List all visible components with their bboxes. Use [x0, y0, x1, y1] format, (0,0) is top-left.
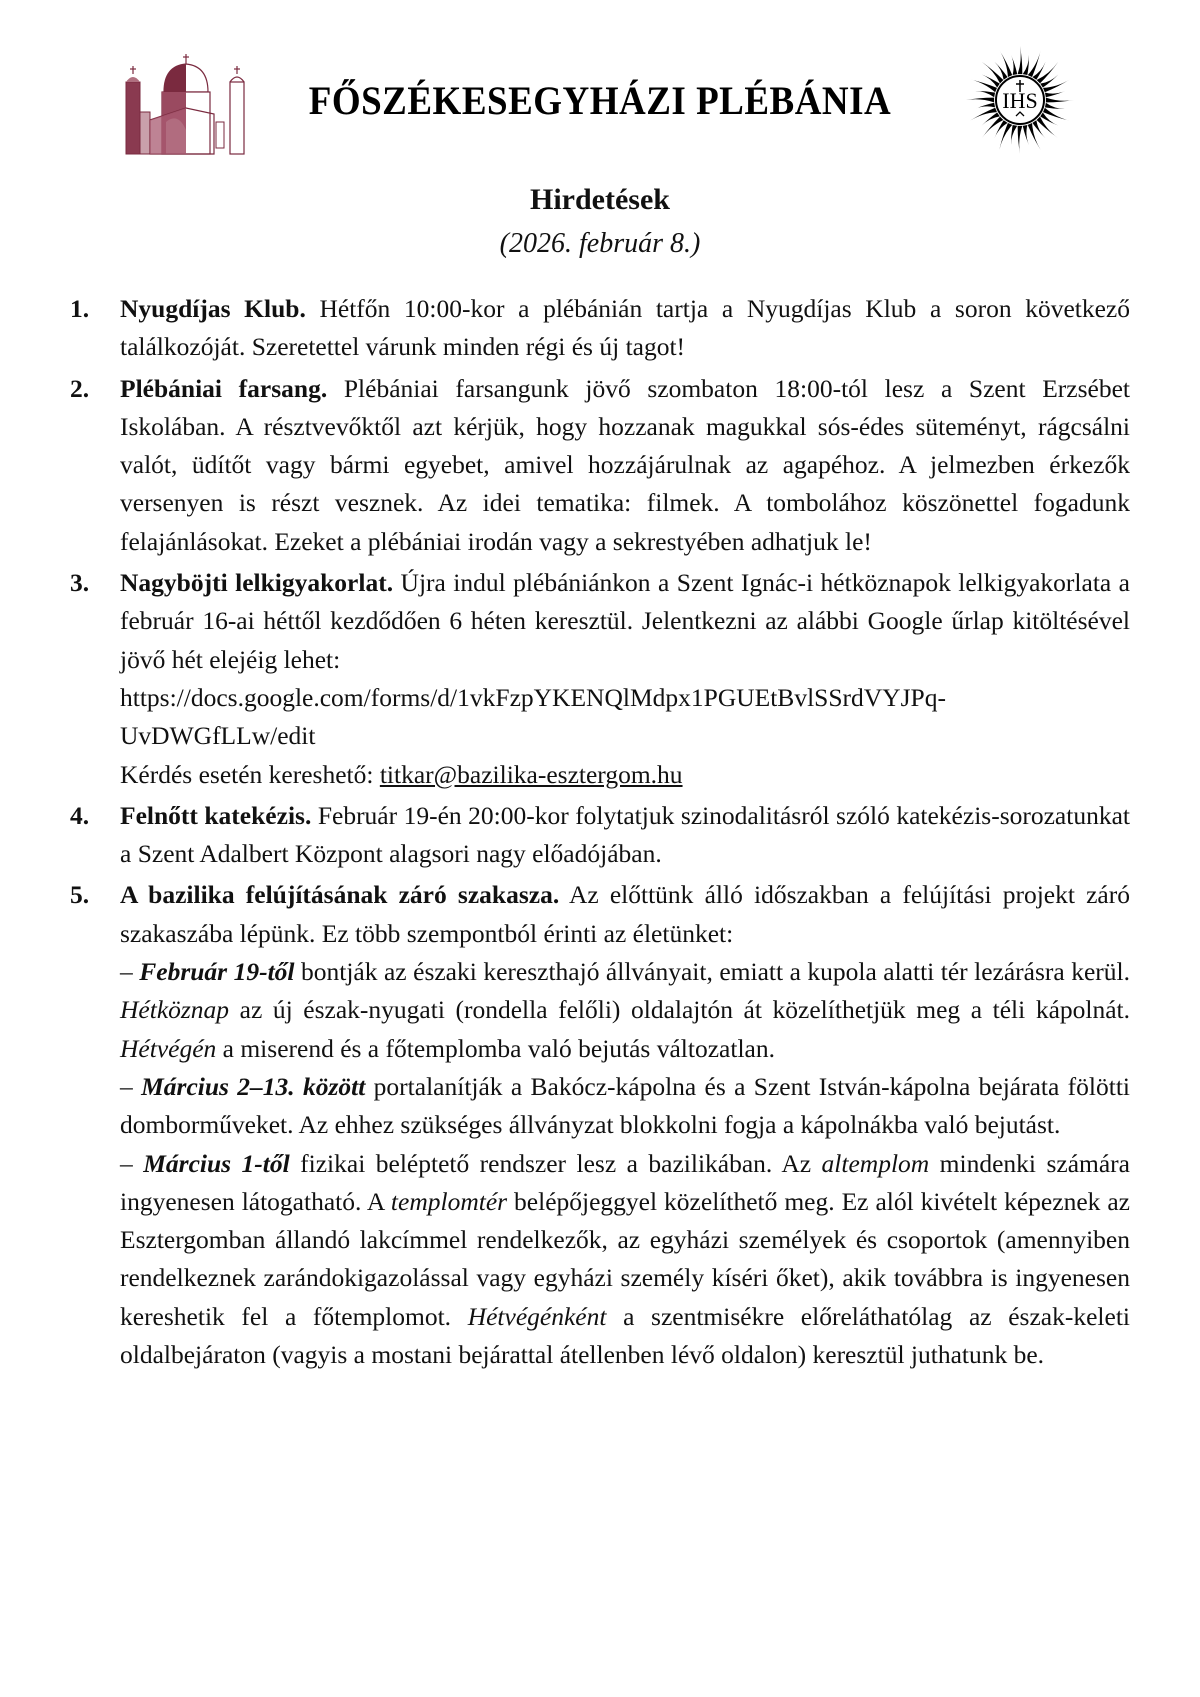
sub-item-text: mindenki számára ingyenesen látogatható. A [120, 1148, 1130, 1216]
announcement-item [70, 370, 1130, 561]
sun-ray [999, 50, 1012, 77]
sub-item-lead: Február 19-től [139, 957, 295, 987]
sun-ray [966, 98, 994, 103]
sub-item-emphasis: Hétvégén [120, 1033, 217, 1063]
announcement-item [70, 564, 1130, 794]
sun-ray [1046, 98, 1074, 103]
page-header [0, 0, 1200, 170]
sub-item-text: bontják az északi kereszthajó állványait, emiatt a kupola alatti tér lezárásra kerül. [294, 957, 1130, 987]
contact-prefix: Kérdés esetén kereshető: [120, 759, 380, 789]
form-url-line-1[interactable]: https://docs.google.com/forms/d/1vkFzpYKENQlMdpx1PGUEtBvlSSrdVYJPq- [120, 682, 946, 712]
sun-ray [1011, 55, 1017, 75]
sun-ray [1045, 91, 1065, 97]
sub-item-emphasis: Hétköznap [120, 995, 230, 1025]
item-title: Nagyböjti lelkigyakorlat. [120, 568, 394, 598]
sub-item-north-transept [120, 953, 1130, 1068]
item-text: Plébániai farsangunk jövő szombaton 18:00-tól lesz a Szent Erzsébet Iskolában. A résztvevőktől azt kérjük, hogy hozzanak magukkal sós-édes süteményt, rágcsálni valót, üdítőt vagy bármi egyebet, amivel hozzájárulnak az agapéhoz. A jelmezben érkezők versenyen is részt vesznek. Az idei tematika: filmek. A tombolához köszönettel fogadunk felajánlásokat. Ezeket a plébániai irodán vagy a sekrestyében adhatjuk le! [120, 373, 1131, 556]
dash: – [120, 957, 140, 987]
item-number: 2. [70, 373, 90, 403]
item-title: A bazilika felújításának záró szakasza. [120, 880, 560, 910]
form-url-line-2[interactable]: UvDWGfLLw/edit [120, 721, 316, 751]
sub-item-text: a miserend és a főtemplomba való bejutás változatlan. [216, 1033, 775, 1063]
sub-item-emphasis: Hétvégénként [467, 1301, 607, 1331]
item-number: 4. [70, 800, 90, 830]
item-text: Február 19-én 20:00-kor folytatjuk szinodalitásról szóló katekézis-sorozatunkat a Szent Adalbert Központ alagsori nagy előadójában. [120, 800, 1130, 869]
sun-ray [975, 103, 995, 109]
item-text: Újra indul plébániánkon a Szent Ignác-i hétköznapok lelkigyakorlata a február 16-ai héttől kezdődően 6 héten keresztül. Jelentkezni az alábbi Google űrlap kitöltésével jövő hét elejéig lehet: [120, 568, 1130, 674]
item-text: Hétfőn 10:00-kor a plébánián tartja a Nyugdíjas Klub a soron következő találkozóját. Szeretettel várunk minden régi és új tagot! [120, 294, 1130, 362]
item-number: 3. [70, 568, 90, 598]
item-title: Felnőtt katekézis. [120, 800, 312, 830]
sun-ray [1023, 55, 1029, 75]
document-date: (2026. február 8.) [499, 228, 701, 259]
dash: – [120, 1071, 142, 1101]
item-number: 5. [70, 880, 90, 910]
sun-ray [1018, 126, 1023, 154]
sub-item-entry-system [120, 1145, 1130, 1375]
item-number: 1. [70, 294, 90, 323]
sub-item-reliefs [120, 1068, 1130, 1145]
item-text: Az előttünk álló időszakban a felújítási projekt záró szakaszába lépünk. Ez több szempontból érinti az életünket: [120, 880, 1130, 948]
svg-text:IHS: IHS [1002, 88, 1038, 113]
sun-ray [975, 91, 995, 97]
sun-ray [982, 112, 1000, 125]
basilica-logo-icon [122, 52, 250, 156]
sub-item-lead: Március 2–13. között [141, 1071, 366, 1101]
announcement-item [70, 797, 1130, 874]
sub-item-text: fizikai beléptető rendszer lesz a bazilikában. Az [289, 1148, 822, 1178]
sun-ray [970, 108, 997, 121]
sub-item-text: az új észak-nyugati (rondella felőli) oldalajtón át közelíthetjük meg a téli kápolnát. [229, 995, 1130, 1025]
sub-item-lead: Március 1-től [143, 1148, 290, 1178]
sun-ray [1032, 120, 1045, 138]
sub-item-emphasis: templomtér [390, 1186, 508, 1216]
document-heading: Hirdetések [530, 183, 670, 216]
item-title: Nyugdíjas Klub. [120, 294, 306, 323]
sub-item-text: a szentmisékre előreláthatólag az észak-keleti oldalbejáraton (vagyis a mostani bejárattal átellenben lévő oldalon) keresztül juthatunk be. [120, 1301, 1130, 1370]
announcement-item [70, 290, 1130, 367]
announcement-list [70, 290, 1130, 1377]
sun-ray [1011, 125, 1017, 145]
sub-item-text: belépőjeggyel közelíthető meg. Ez alól kivételt képeznek az Esztergomban állandó lakcímmel rendelkezők, az egyházi személyek és csoportok (amennyiben rendelkeznek zarándokigazolással vagy egyházi személy kíséri őket), akik továbbra is ingyenesen kereshetik fel a főtemplomot. [120, 1186, 1130, 1331]
sun-ray [1028, 123, 1041, 150]
sub-item-emphasis: altemplom [821, 1148, 930, 1178]
sun-ray [1040, 74, 1058, 87]
sun-ray [1045, 103, 1065, 109]
sun-ray [994, 62, 1007, 80]
sun-ray [1023, 125, 1029, 145]
ihs-sunburst-icon [964, 44, 1076, 156]
email-link[interactable]: titkar@bazilika-esztergom.hu [379, 759, 683, 789]
contact-line [120, 756, 1130, 794]
sub-item-text: portalanítják a Bakócz-kápolna és a Szent István-kápolna bejárata fölötti domborműveket. Az ehhez szükséges állványzat blokkolni fogja a kápolnákba való bejutást. [120, 1071, 1130, 1140]
dash: – [120, 1148, 144, 1178]
item-title: Plébániai farsang. [120, 373, 328, 403]
parish-title: FŐSZÉKESEGYHÁZI PLÉBÁNIA [308, 79, 892, 124]
sun-ray [1018, 46, 1023, 74]
announcement-item [70, 876, 1130, 1374]
sun-ray [1043, 79, 1070, 92]
